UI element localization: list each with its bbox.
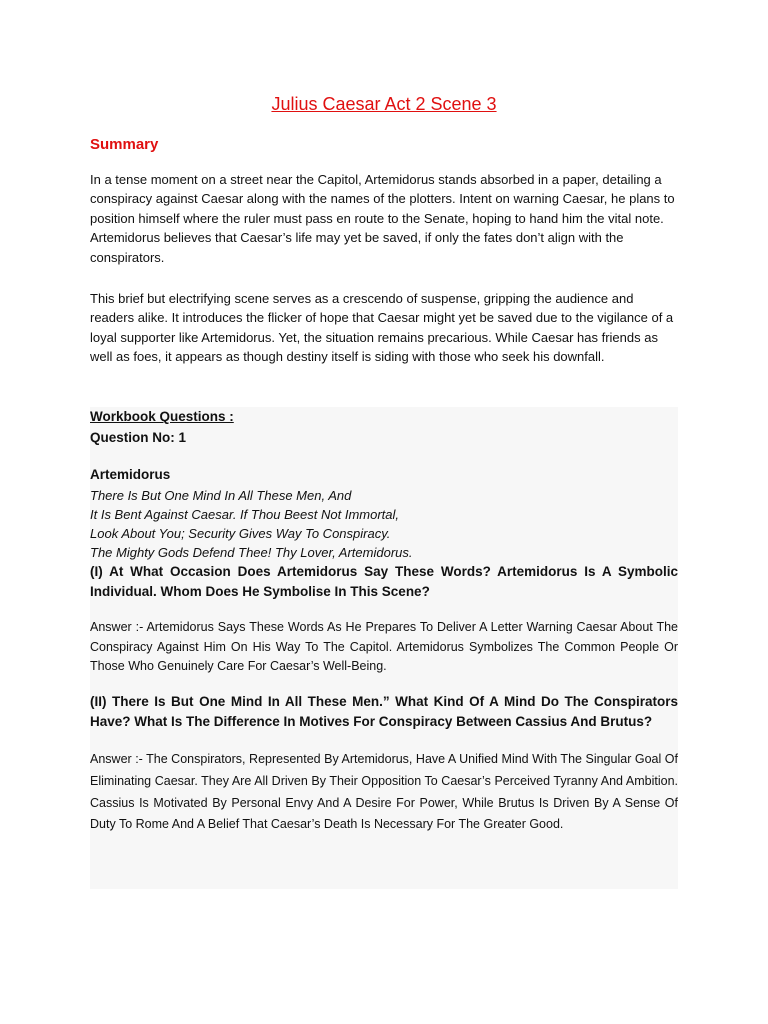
summary-heading: Summary	[90, 136, 159, 153]
answer-1: Answer :- Artemidorus Says These Words As He Prepares To Deliver A Letter Warning Caesar About The Conspiracy Against Him On His Way To The Capitol. Artemidorus Symbolizes The Common People Or Those Who Genuinely Care For Caesar’s Well-Being.	[90, 620, 678, 673]
answer-2: Answer :- The Conspirators, Represented By Artemidorus, Have A Unified Mind With The Singular Goal Of Eliminating Caesar. They Are All Driven By Their Opposition To Caesar’s Perceived Tyranny And Ambition. Cassius Is Motivated By Personal Envy And A Desire For Power, While Brutus Is Driven By A Sense Of Duty To Rome And A Belief That Caesar’s Death Is Necessary For The Greater Good.	[90, 752, 678, 832]
quote-line: There Is But One Mind In All These Men, And	[90, 488, 352, 503]
question-1: (I) At What Occasion Does Artemidorus Say These Words? Artemidorus Is A Symbolic Individual. Whom Does He Symbolise In This Scene?	[90, 564, 678, 599]
speaker-name: Artemidorus	[90, 467, 171, 482]
workbook-title: Workbook Questions :	[90, 409, 234, 424]
quote-line: Look About You; Security Gives Way To Conspiracy.	[90, 526, 391, 541]
quote-line: It Is Bent Against Caesar. If Thou Beest Not Immortal,	[90, 507, 399, 522]
question-number: Question No: 1	[90, 430, 187, 445]
summary-paragraph-1: In a tense moment on a street near the Capitol, Artemidorus stands absorbed in a paper, detailing a conspiracy against Caesar along with the names of the plotters. Intent on warning Caesar, he plans to position himself where the ruler must pass en route to the Senate, hoping to hand him the vital note. Artemidorus believes that Caesar’s life may yet be saved, if only the fates don’t align with the conspirators.	[90, 172, 675, 265]
document-title: Julius Caesar Act 2 Scene 3	[271, 94, 497, 114]
summary-paragraph-2: This brief but electrifying scene serves as a crescendo of suspense, gripping the audience and readers alike. It introduces the flicker of hope that Caesar might yet be saved due to the vigilance of a loyal supporter like Artemidorus. Yet, the situation remains precarious. While Caesar has friends as well as foes, it appears as though destiny itself is siding with those who seek his downfall.	[90, 291, 674, 365]
question-2: (II) There Is But One Mind In All These Men.” What Kind Of A Mind Do The Conspirators Have? What Is The Difference In Motives For Conspiracy Between Cassius And Brutus?	[90, 694, 678, 729]
quote-line: The Mighty Gods Defend Thee! Thy Lover, Artemidorus.	[90, 545, 413, 560]
